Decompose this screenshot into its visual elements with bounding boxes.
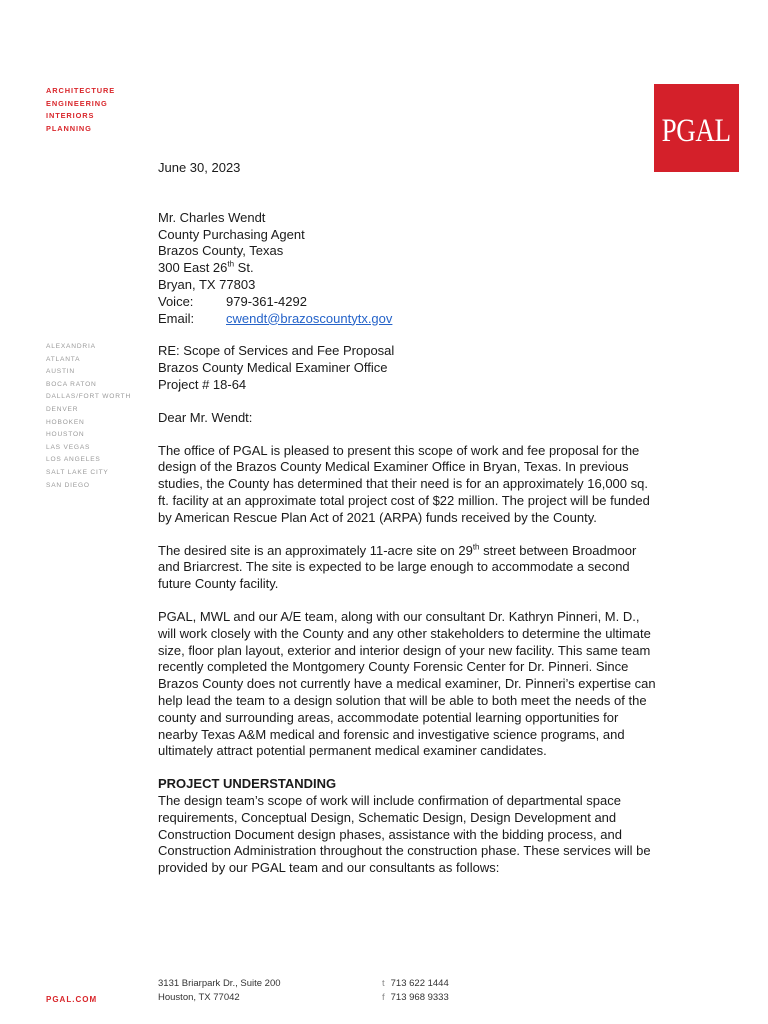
paragraph-3: PGAL, MWL and our A/E team, along with our consultant Dr. Kathryn Pinneri, M. D., will work closely with the County and any other stakeholders to determine the ultimate size, floor plan layout, exterior and interior design of your new facility. This same team recently completed the Montgomery County Forensic Center for Dr. Pinneri. Since Brazos County does not currently have a medical examiner, Dr. Pinneri’s expertise can help lead the team to a design solution that will be able to both meet the needs of the county and surrounding areas, accommodate potential learning opportunities for nearby Texas A&M medical and forensic and investigative science programs, and ultimately attract potential permanent medical examiner candidates. <box>158 608 656 759</box>
fax-number: 713 968 9333 <box>390 992 449 1003</box>
recipient-title: County Purchasing Agent <box>158 226 305 242</box>
city-item: DALLAS/FORT WORTH <box>46 393 132 401</box>
city-item: HOUSTON <box>46 431 85 439</box>
paragraph-2-text-end: street between Broadmoor and Briarcrest. The site is expected to be large enough to accommodate a second future County facility. <box>158 542 637 592</box>
street-text: 300 East 26 <box>158 260 228 276</box>
city-item: AUSTIN <box>46 368 75 376</box>
city-item: ATLANTA <box>46 355 81 363</box>
street-suffix: th <box>227 259 235 269</box>
email-label: Email: <box>158 310 195 326</box>
city-item: HOBOKEN <box>46 418 85 426</box>
phone-row <box>382 977 449 991</box>
city-item: LAS VEGAS <box>46 443 91 451</box>
salutation: Dear Mr. Wendt: <box>158 409 253 425</box>
footer-address <box>158 977 281 1005</box>
email-row <box>158 311 658 328</box>
recipient-block <box>158 210 658 328</box>
re-line: Brazos County Medical Examiner Office <box>158 360 388 376</box>
voice-label: Voice: <box>158 293 194 309</box>
city-item: SALT LAKE CITY <box>46 468 109 476</box>
ordinal-suffix: th <box>472 542 480 552</box>
email-link[interactable]: cwendt@brazoscountytx.gov <box>226 310 393 326</box>
address-line: Houston, TX 77042 <box>158 992 240 1003</box>
logo-text: PGAL <box>661 112 732 149</box>
paragraph-1: The office of PGAL is pleased to present this scope of work and fee proposal for the design of the Brazos County Medical Examiner Office in Bryan, Texas. In previous studies, the County has determined that their need is for an approximately 16,000 sq. ft. facility at an approximate total project cost of $22 million. The project will be funded by American Rescue Plan Act of 2021 (ARPA) funds received by the County. <box>158 442 650 525</box>
pgal-logo <box>654 84 739 172</box>
voice-row <box>158 294 658 311</box>
phone-prefix: t <box>382 978 385 989</box>
discipline-item: INTERIORS <box>46 111 95 121</box>
office-city-list <box>46 341 131 492</box>
city-item: BOCA RATON <box>46 380 97 388</box>
letter-date: June 30, 2023 <box>158 160 241 175</box>
address-line: 3131 Briarpark Dr., Suite 200 <box>158 978 281 989</box>
discipline-list <box>46 85 115 135</box>
city-item: DENVER <box>46 405 79 413</box>
discipline-item: PLANNING <box>46 123 92 133</box>
discipline-item: ARCHITECTURE <box>46 86 116 95</box>
letter-body <box>158 160 658 877</box>
footer-contact <box>382 977 449 1005</box>
re-line: Project # 18-64 <box>158 376 247 392</box>
paragraph-2-text: The desired site is an approximately 11-acre site on 29 <box>158 542 473 558</box>
paragraph-2 <box>158 543 658 593</box>
re-line: RE: Scope of Services and Fee Proposal <box>158 343 395 359</box>
fax-row <box>382 991 449 1005</box>
city-item: LOS ANGELES <box>46 456 101 464</box>
fax-prefix: f <box>382 992 385 1003</box>
re-block <box>158 343 658 393</box>
website-url: PGAL.COM <box>46 995 98 1004</box>
recipient-org: Brazos County, Texas <box>158 243 284 259</box>
paragraph-4: The design team’s scope of work will include confirmation of departmental space requirements, Conceptual Design, Schematic Design, Design Development and Construction Document design phases, assistance with the bidding process, and Construction Administration throughout the construction phase. These services will be provided by our PGAL team and our consultants as follows: <box>158 792 651 876</box>
section-heading: PROJECT UNDERSTANDING <box>158 776 337 792</box>
phone-number: 713 622 1444 <box>390 978 449 989</box>
city-item: SAN DIEGO <box>46 481 90 489</box>
recipient-city: Bryan, TX 77803 <box>158 276 256 292</box>
city-item: ALEXANDRIA <box>46 343 96 350</box>
discipline-item: ENGINEERING <box>46 98 108 108</box>
recipient-name: Mr. Charles Wendt <box>158 209 266 225</box>
recipient-street <box>158 260 658 277</box>
street-text-end: St. <box>234 260 254 276</box>
voice-number: 979-361-4292 <box>226 293 307 309</box>
